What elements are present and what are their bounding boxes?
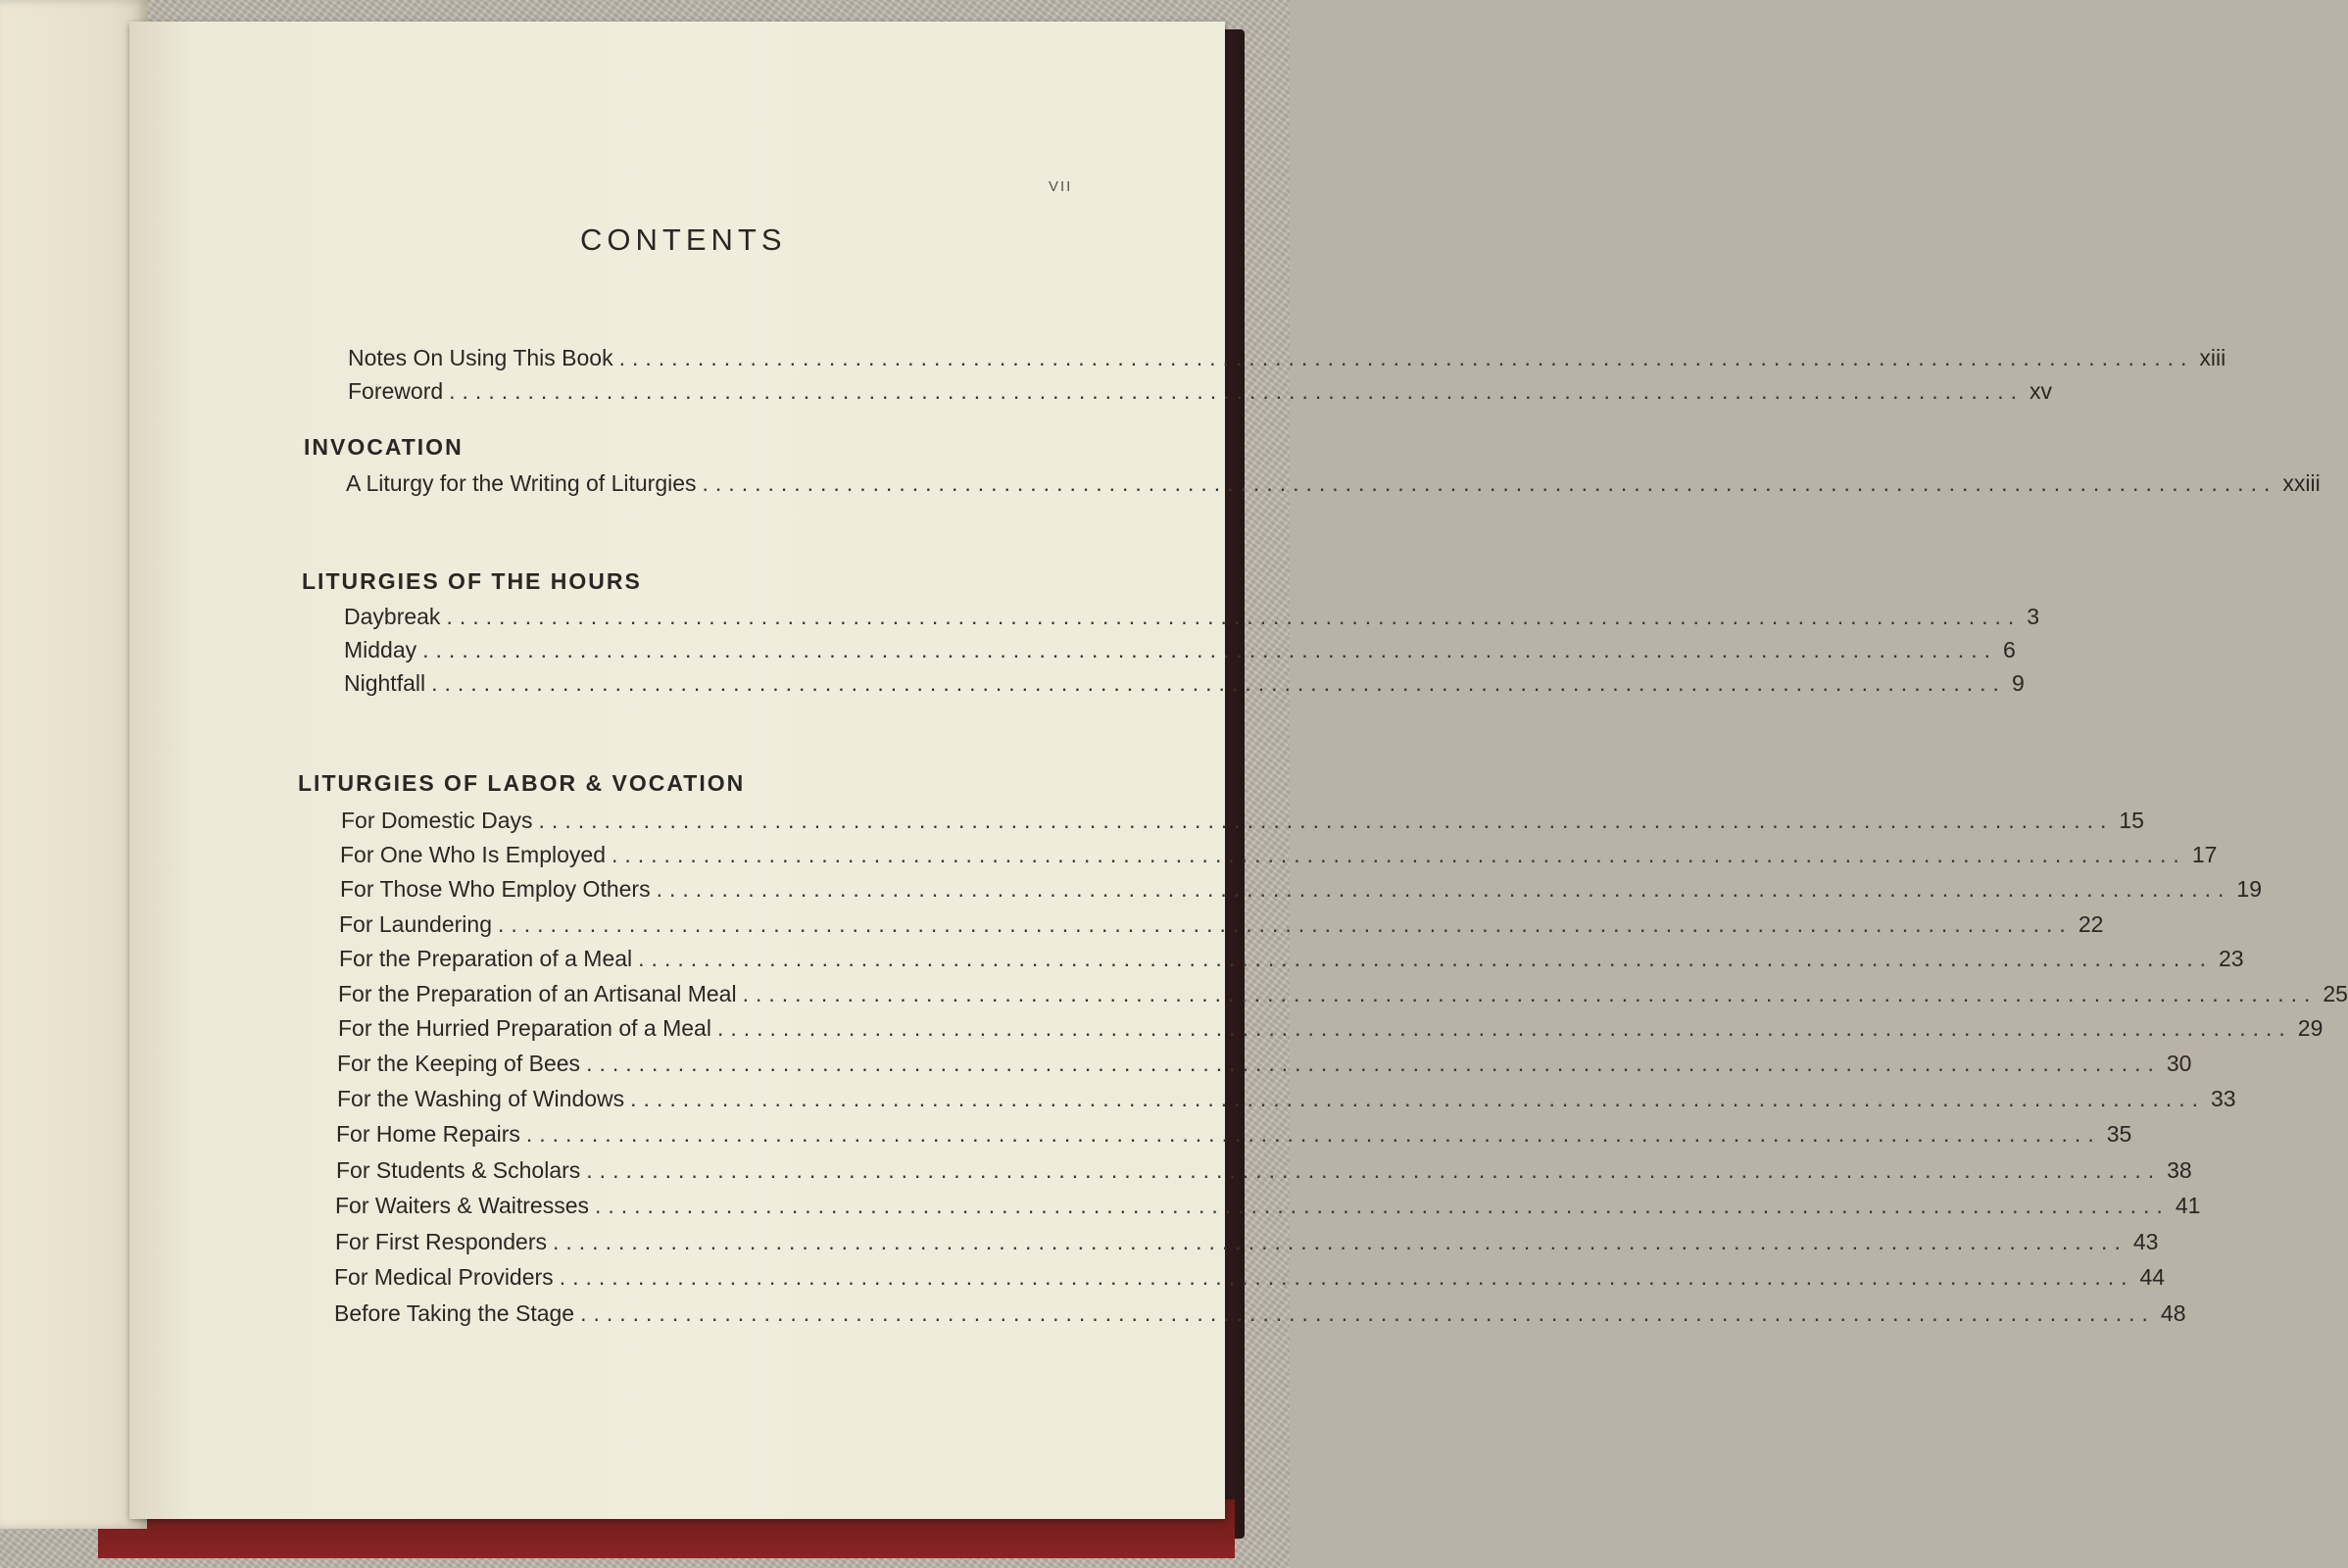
dot-leader: ........................................................................................................................	[716, 1015, 2292, 1041]
dot-leader: ........................................................................................................................	[618, 345, 2194, 370]
toc-entry-page: 30	[2166, 1051, 2192, 1076]
toc-entry	[335, 1229, 2159, 1258]
toc-entry	[340, 842, 2218, 871]
dot-leader: ........................................................................................................................	[525, 1121, 2101, 1147]
toc-entry	[348, 378, 2052, 408]
toc-entry-page: 22	[2078, 911, 2104, 937]
toc-entry	[337, 1051, 2192, 1080]
toc-entry-label: For the Washing of Windows	[337, 1086, 625, 1111]
toc-entry-page: 17	[2191, 842, 2218, 867]
toc-entry-label: For Laundering	[339, 911, 492, 937]
toc-entry	[337, 1086, 2236, 1115]
toc-entry	[339, 946, 2244, 975]
toc-entry	[346, 470, 2321, 500]
toc-entry	[344, 670, 2025, 700]
dot-leader: ........................................................................................................................	[538, 808, 2114, 833]
toc-entry	[344, 604, 2040, 633]
dot-leader: ........................................................................................................................	[586, 1157, 2162, 1183]
toc-entry-page: 41	[2175, 1193, 2201, 1218]
toc-entry-label: For the Hurried Preparation of a Meal	[338, 1015, 711, 1041]
toc-entry-label: For Waiters & Waitresses	[335, 1193, 589, 1218]
section-heading: LITURGIES OF THE HOURS	[302, 568, 642, 594]
dot-leader: ........................................................................................................................	[638, 946, 2213, 971]
toc-entry-page: 9	[2011, 670, 2025, 696]
dot-leader: ........................................................................................................................	[580, 1300, 2155, 1326]
toc-entry-page: 29	[2297, 1015, 2324, 1041]
toc-entry-label: Before Taking the Stage	[334, 1300, 575, 1326]
dot-leader: ........................................................................................................................	[498, 911, 2073, 937]
section-heading: INVOCATION	[304, 434, 464, 460]
left-page	[0, 0, 147, 1529]
toc-entry	[344, 637, 2016, 666]
toc-entry-label: A Liturgy for the Writing of Liturgies	[346, 470, 697, 496]
toc-entry	[336, 1157, 2192, 1187]
dot-leader: ........................................................................................................................	[431, 670, 2006, 696]
toc-entry-page: 38	[2167, 1157, 2192, 1183]
toc-entry-page: xxiii	[2282, 470, 2321, 496]
toc-entry-page: 3	[2027, 604, 2040, 629]
toc-entry-page: xiii	[2199, 345, 2226, 370]
page-title: CONTENTS	[580, 222, 787, 257]
dot-leader: ........................................................................................................................	[702, 470, 2277, 496]
toc-entry-label: For Those Who Employ Others	[340, 876, 651, 902]
toc-entry-label: For the Preparation of an Artisanal Meal	[338, 981, 737, 1006]
dot-leader: ........................................................................................................................	[630, 1086, 2205, 1111]
toc-entry-label: For the Preparation of a Meal	[339, 946, 633, 971]
toc-entry	[334, 1264, 2166, 1294]
dot-leader: ........................................................................................................................	[586, 1051, 2161, 1076]
toc-entry-page: 43	[2132, 1229, 2159, 1254]
toc-entry	[340, 876, 2262, 906]
toc-entry-page: 23	[2219, 946, 2244, 971]
dot-leader: ........................................................................................................................	[559, 1264, 2134, 1290]
dot-leader: ........................................................................................................................	[553, 1229, 2128, 1254]
dot-leader: ........................................................................................................................	[422, 637, 1997, 662]
toc-entry-label: For the Keeping of Bees	[337, 1051, 581, 1076]
toc-entry	[348, 345, 2226, 374]
toc-entry-label: For Medical Providers	[334, 1264, 554, 1290]
toc-entry	[338, 981, 2348, 1010]
toc-entry-label: For Home Repairs	[336, 1121, 520, 1147]
toc-entry-page: 33	[2210, 1086, 2236, 1111]
toc-entry	[336, 1121, 2132, 1151]
dot-leader: ........................................................................................................................	[742, 981, 2318, 1006]
dot-leader: ........................................................................................................................	[656, 876, 2231, 902]
toc-entry-page: 48	[2160, 1300, 2186, 1326]
toc-entry	[341, 808, 2144, 837]
toc-entry-label: Daybreak	[344, 604, 441, 629]
toc-entry-page: 15	[2119, 808, 2144, 833]
toc-entry-label: For First Responders	[335, 1229, 548, 1254]
toc-entry	[334, 1300, 2186, 1330]
toc-entry-label: For One Who Is Employed	[340, 842, 606, 867]
toc-entry	[339, 911, 2104, 941]
dot-leader: ........................................................................................................................	[446, 604, 2022, 629]
toc-entry-label: Midday	[344, 637, 417, 662]
toc-entry	[335, 1193, 2201, 1222]
toc-entry-page: 35	[2106, 1121, 2132, 1147]
contents-page	[129, 22, 2348, 1519]
toc-entry-label: Foreword	[348, 378, 444, 404]
toc-entry-label: For Domestic Days	[341, 808, 533, 833]
section-heading: LITURGIES OF LABOR & VOCATION	[298, 770, 746, 796]
toc-entry-label: Notes On Using This Book	[348, 345, 613, 370]
page-folio: VII	[1049, 178, 1073, 195]
toc-entry	[338, 1015, 2324, 1045]
toc-entry-page: xv	[2029, 378, 2052, 404]
toc-entry-page: 6	[2002, 637, 2016, 662]
toc-entry-page: 44	[2139, 1264, 2166, 1290]
toc-entry-page: 25	[2323, 981, 2348, 1006]
dot-leader: ........................................................................................................................	[611, 842, 2186, 867]
dot-leader: ........................................................................................................................	[449, 378, 2024, 404]
toc-entry-page: 19	[2236, 876, 2262, 902]
toc-entry-label: Nightfall	[344, 670, 426, 696]
dot-leader: ........................................................................................................................	[595, 1193, 2170, 1218]
toc-entry-label: For Students & Scholars	[336, 1157, 581, 1183]
